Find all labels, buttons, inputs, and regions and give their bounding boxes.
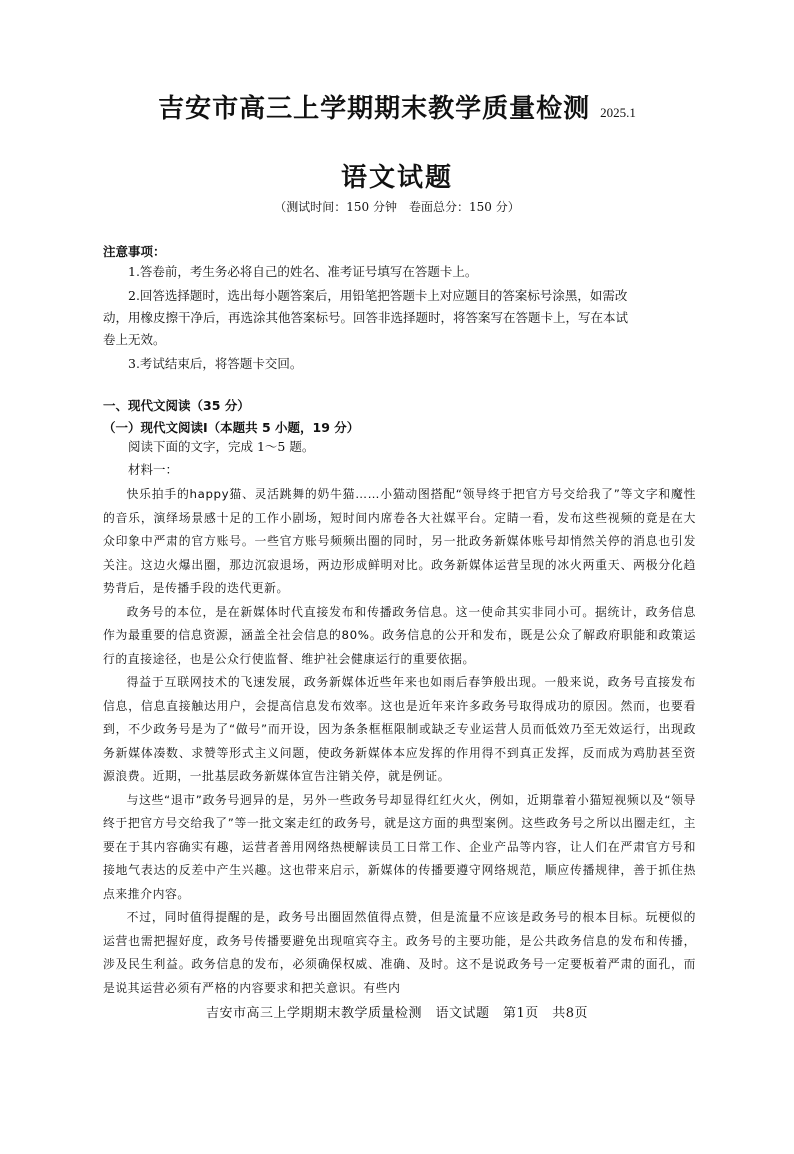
- notice-item-3: 3.考试结束后，将答题卡交回。: [128, 356, 303, 371]
- notice-item-2-line-1: 2.回答选择题时，选出每小题答案后，用铅笔把答题卡上对应题目的答案标号涂黑，如需改: [128, 288, 628, 303]
- reading-instruction: 阅读下面的文字，完成 1～5 题。: [128, 439, 315, 454]
- subsection-heading: （一）现代文阅读Ⅰ（本题共 5 小题，19 分）: [103, 420, 360, 435]
- notice-item-1: 1.答卷前，考生务必将自己的姓名、准考证号填写在答题卡上。: [128, 264, 478, 279]
- section-heading: 一、现代文阅读（35 分）: [103, 398, 250, 413]
- page-footer: 吉安市高三上学期期末教学质量检测 语文试题 第1页 共8页: [205, 1006, 589, 1021]
- material-label: 材料一：: [128, 462, 179, 477]
- notice-heading: 注意事项：: [103, 244, 166, 259]
- notice-item-2-line-3: 卷上无效。: [103, 332, 166, 347]
- exam-info: （测试时间：150 分钟 卷面总分：150 分）: [274, 200, 520, 214]
- passage-paragraph: 快乐拍手的happy猫、灵活跳舞的奶牛猫……小猫动图搭配“领导终于把官方号交给我了”等文字和魔性的音乐，演绎场景感十足的工作小剧场，短时间内席卷各大社媒平台。定睛一看，发布这些视频的竟是在大众印象中严肃的官方账号。一些官方账号频频出圈的同时，另一批政务新媒体账号却悄然关停的消息也引发关注。这边火爆出圈，那边沉寂退场，两边形成鲜明对比。政务新媒体运营呈现的冰火两重天、两极分化趋势背后，是传播手段的迭代更新。: [103, 487, 696, 595]
- passage-paragraph: 不过，同时值得提醒的是，政务号出圈固然值得点赞，但是流量不应该是政务号的根本目标。玩梗似的运营也需把握好度，政务号传播要避免出现喧宾夺主。政务号的主要功能，是公共政务信息的发布和传播，涉及民生利益。政务信息的发布，必须确保权威、准确、及时。这不是说政务号一定要板着严肃的面孔，而是说其运营必须有严格的内容要求和把关意识。有些内: [103, 910, 696, 995]
- notice-item-2-line-2: 动，用橡皮擦干净后，再选涂其他答案标号。回答非选择题时，将答案写在答题卡上，写在本试: [103, 310, 629, 325]
- passage: [103, 483, 696, 1000]
- passage-paragraph: 与这些“退市”政务号迥异的是，另外一些政务号却显得红红火火，例如，近期靠着小猫短视频以及“领导终于把官方号交给我了”等一批文案走红的政务号，就是这方面的典型案例。这些政务号之所以出圈走红，主要在于其内容确实有趣，运营者善用网络热梗解读员工日常工作、企业产品等内容，让人们在严肃官方号和接地气表达的反差中产生兴趣。这也带来启示，新媒体的传播要遵守网络规范，顺应传播规律，善于抓住热点来推介内容。: [103, 792, 696, 901]
- exam-date: 2025.1: [600, 105, 636, 120]
- exam-title-text: 吉安市高三上学期期末教学质量检测: [158, 94, 591, 124]
- exam-title: [0, 88, 794, 125]
- passage-paragraph: 政务号的本位，是在新媒体时代直接发布和传播政务信息。这一使命其实非同小可。据统计，政务信息作为最重要的信息资源，涵盖全社会信息的80%。政务信息的公开和发布，既是公众了解政府职能和政策运行的直接途径，也是公众行使监督、维护社会健康运行的重要依据。: [103, 604, 696, 666]
- passage-paragraph: 得益于互联网技术的飞速发展，政务新媒体近些年来也如雨后春笋般出现。一般来说，政务号直接发布信息，信息直接触达用户，会提高信息发布效率。这也是近年来许多政务号取得成功的原因。然而，也要看到，不少政务号是为了“做号”而开设，因为条条框框限制或缺乏专业运营人员而低效乃至无效运行，出现政务新媒体凑数、求赞等形式主义问题，使政务新媒体本应发挥的作用得不到真正发挥，反而成为鸡肋甚至资源浪费。近期，一批基层政务新媒体宣告注销关停，就是例证。: [103, 675, 696, 783]
- subject-title: 语文试题: [340, 163, 453, 193]
